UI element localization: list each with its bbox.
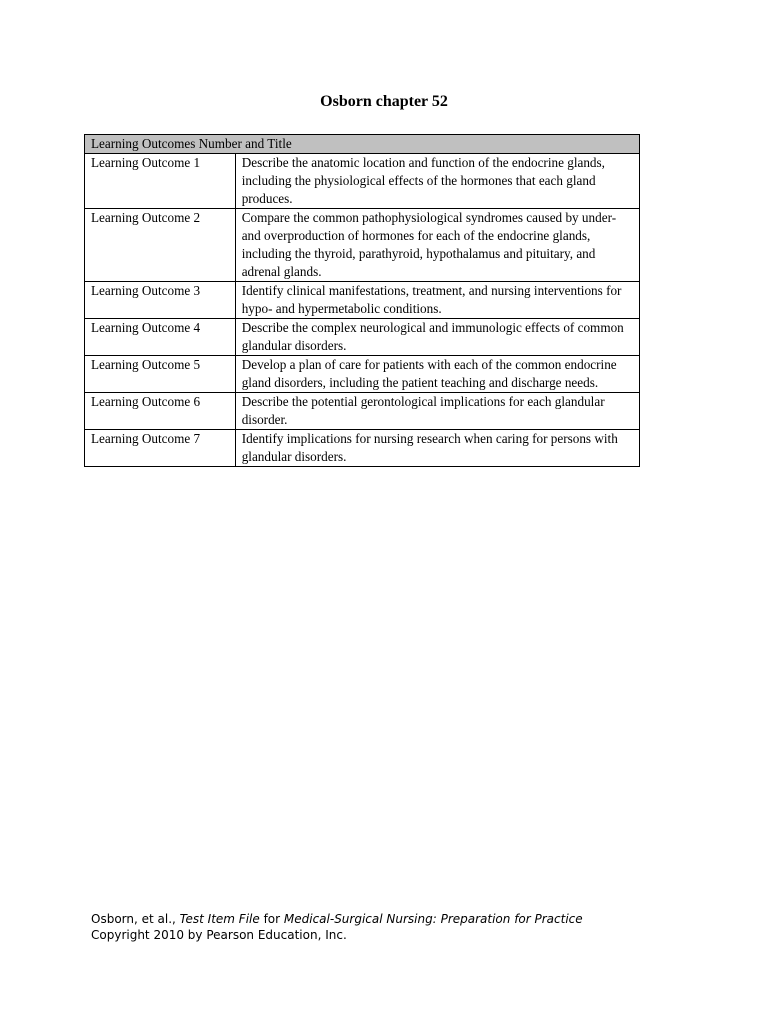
table-row [85, 356, 640, 393]
outcome-number: Learning Outcome 5 [85, 356, 236, 393]
outcome-title: Identify implications for nursing research when caring for persons with glandular disorders. [235, 430, 639, 467]
citation-connector: for [259, 912, 284, 926]
outcome-number: Learning Outcome 1 [85, 154, 236, 209]
table-row [85, 430, 640, 467]
outcome-number: Learning Outcome 3 [85, 282, 236, 319]
outcome-title: Compare the common pathophysiological syndromes caused by under- and overproduction of hormones for each of the endocrine glands, including the thyroid, parathyroid, hypothalamus and pituitary, and adrenal glands. [235, 209, 639, 282]
outcome-number: Learning Outcome 4 [85, 319, 236, 356]
citation-book-type: Test Item File [179, 912, 260, 926]
outcome-title: Describe the anatomic location and function of the endocrine glands, including the physiological effects of the hormones that each gland produces. [235, 154, 639, 209]
outcome-number: Learning Outcome 6 [85, 393, 236, 430]
copyright-line: Copyright 2010 by Pearson Education, Inc. [91, 928, 347, 942]
table-header-row [85, 135, 640, 154]
page-footer [91, 911, 583, 943]
outcome-number: Learning Outcome 7 [85, 430, 236, 467]
learning-outcomes-table [84, 134, 640, 467]
outcome-title: Develop a plan of care for patients with each of the common endocrine gland disorders, including the patient teaching and discharge needs. [235, 356, 639, 393]
table-row [85, 154, 640, 209]
table-row [85, 282, 640, 319]
citation-book-title: Medical-Surgical Nursing: Preparation for Practice [283, 912, 583, 926]
citation-authors: Osborn, et al., [91, 912, 180, 926]
table-row [85, 393, 640, 430]
citation-line [91, 911, 583, 927]
outcome-number: Learning Outcome 2 [85, 209, 236, 282]
page-title: Osborn chapter 52 [320, 93, 448, 110]
table-row [85, 319, 640, 356]
table-row [85, 209, 640, 282]
table-header: Learning Outcomes Number and Title [85, 135, 640, 154]
outcome-title: Describe the complex neurological and immunologic effects of common glandular disorders. [235, 319, 639, 356]
outcome-title: Describe the potential gerontological implications for each glandular disorder. [235, 393, 639, 430]
outcome-title: Identify clinical manifestations, treatment, and nursing interventions for hypo- and hypermetabolic conditions. [235, 282, 639, 319]
